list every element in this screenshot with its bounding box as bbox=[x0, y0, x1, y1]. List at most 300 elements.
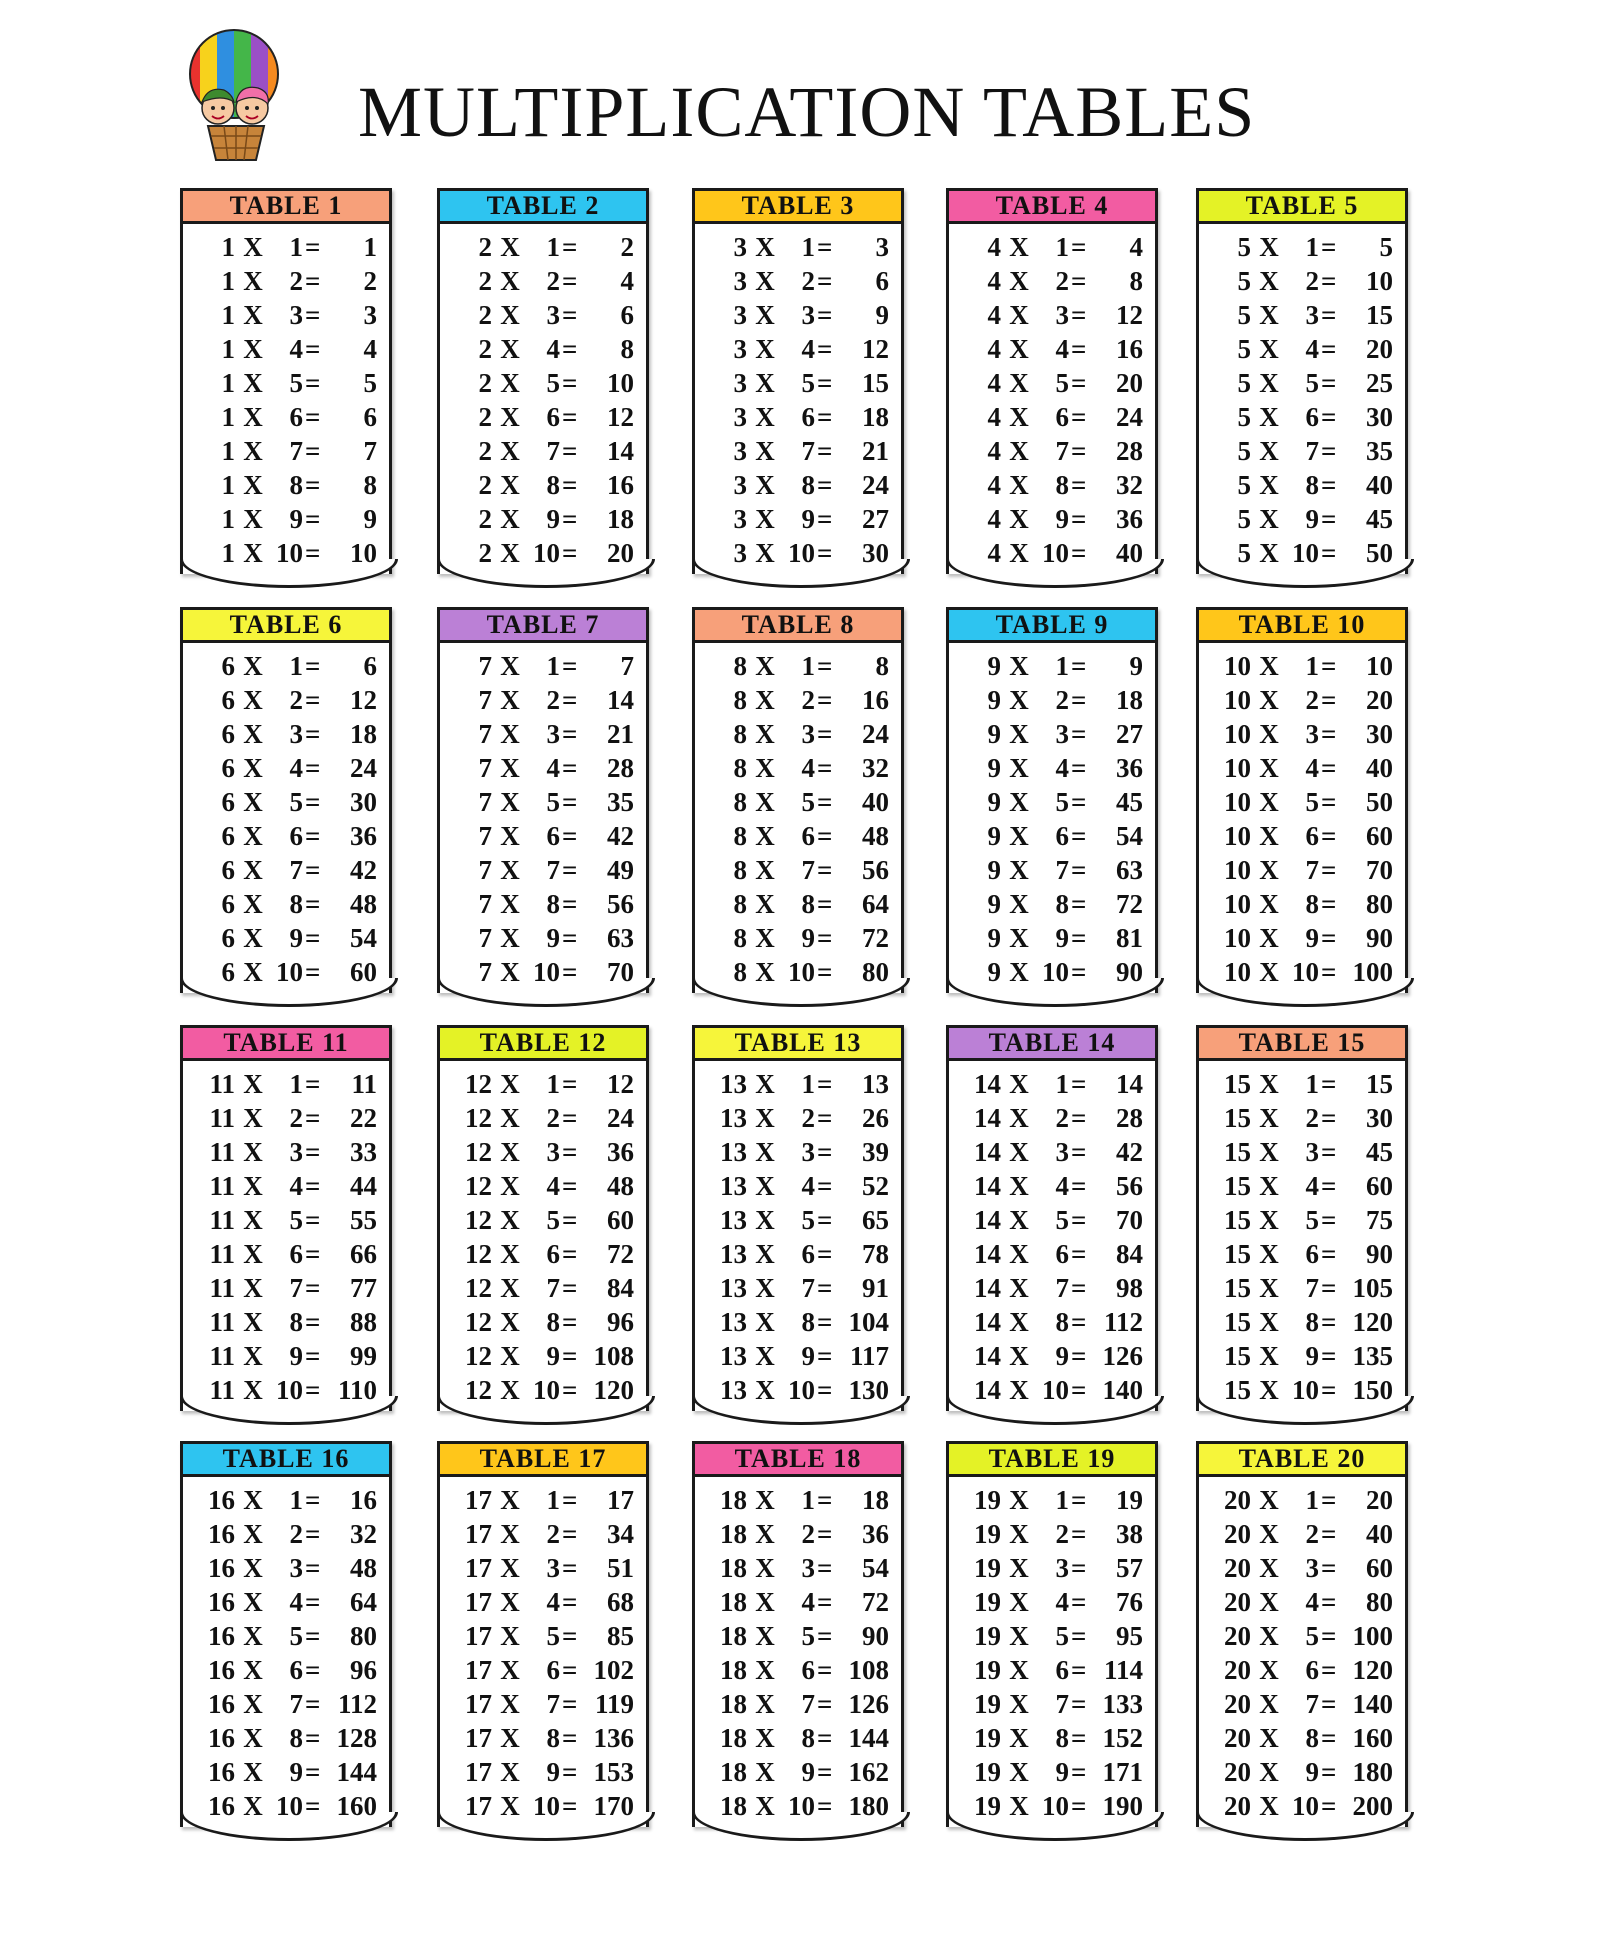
table-row bbox=[1199, 1305, 1405, 1339]
equals-sign: = bbox=[1071, 231, 1087, 262]
table-rows bbox=[695, 224, 901, 570]
table-row bbox=[183, 751, 389, 785]
row-product: 6 bbox=[620, 299, 634, 330]
row-product: 2 bbox=[363, 265, 377, 296]
table-row bbox=[949, 1721, 1155, 1755]
equals-sign: = bbox=[1071, 1204, 1087, 1235]
table-row bbox=[183, 1203, 389, 1237]
equals-sign: = bbox=[1321, 231, 1337, 262]
row-multiplier: 2 bbox=[289, 684, 303, 715]
row-multiplier: 7 bbox=[1305, 854, 1319, 885]
table-row bbox=[440, 1653, 646, 1687]
times-sign: X bbox=[243, 1518, 263, 1549]
times-sign: X bbox=[500, 435, 520, 466]
row-multiplier: 10 bbox=[788, 537, 815, 568]
row-product: 15 bbox=[1366, 299, 1393, 330]
times-sign: X bbox=[1259, 1654, 1279, 1685]
row-multiplier: 5 bbox=[801, 1620, 815, 1651]
row-multiplier: 7 bbox=[546, 1688, 560, 1719]
row-multiplier: 6 bbox=[1055, 1654, 1069, 1685]
equals-sign: = bbox=[562, 1790, 578, 1821]
row-factor: 16 bbox=[208, 1620, 235, 1651]
table-rows bbox=[440, 224, 646, 570]
row-product: 8 bbox=[363, 469, 377, 500]
row-product: 56 bbox=[607, 888, 634, 919]
table-row bbox=[1199, 1551, 1405, 1585]
row-product: 30 bbox=[1366, 401, 1393, 432]
row-multiplier: 5 bbox=[1305, 1204, 1319, 1235]
row-multiplier: 4 bbox=[546, 1586, 560, 1617]
times-sign: X bbox=[1259, 1374, 1279, 1405]
row-factor: 11 bbox=[209, 1374, 235, 1405]
row-product: 140 bbox=[1352, 1688, 1393, 1719]
table-row bbox=[1199, 264, 1405, 298]
row-multiplier: 3 bbox=[546, 1136, 560, 1167]
table-row bbox=[183, 1517, 389, 1551]
row-factor: 4 bbox=[987, 401, 1001, 432]
row-factor: 18 bbox=[720, 1552, 747, 1583]
times-sign: X bbox=[755, 231, 775, 262]
table-row bbox=[440, 502, 646, 536]
table-card-13 bbox=[692, 1025, 904, 1411]
row-product: 57 bbox=[1116, 1552, 1143, 1583]
equals-sign: = bbox=[562, 1756, 578, 1787]
row-product: 12 bbox=[607, 401, 634, 432]
row-factor: 17 bbox=[465, 1722, 492, 1753]
times-sign: X bbox=[1259, 299, 1279, 330]
equals-sign: = bbox=[1071, 1238, 1087, 1269]
times-sign: X bbox=[1259, 367, 1279, 398]
times-sign: X bbox=[500, 1238, 520, 1269]
equals-sign: = bbox=[1071, 1586, 1087, 1617]
times-sign: X bbox=[243, 503, 263, 534]
table-row bbox=[440, 264, 646, 298]
row-multiplier: 3 bbox=[1055, 1136, 1069, 1167]
times-sign: X bbox=[500, 752, 520, 783]
row-product: 5 bbox=[1379, 231, 1393, 262]
row-multiplier: 1 bbox=[1305, 1068, 1319, 1099]
row-multiplier: 4 bbox=[1055, 1586, 1069, 1617]
times-sign: X bbox=[1009, 1204, 1029, 1235]
equals-sign: = bbox=[305, 888, 321, 919]
table-heading: TABLE 14 bbox=[949, 1028, 1155, 1061]
times-sign: X bbox=[1259, 1620, 1279, 1651]
equals-sign: = bbox=[1321, 854, 1337, 885]
times-sign: X bbox=[1259, 1068, 1279, 1099]
row-factor: 3 bbox=[733, 367, 747, 398]
row-product: 48 bbox=[607, 1170, 634, 1201]
row-product: 60 bbox=[1366, 1170, 1393, 1201]
table-row bbox=[949, 683, 1155, 717]
times-sign: X bbox=[500, 1790, 520, 1821]
row-factor: 17 bbox=[465, 1654, 492, 1685]
table-row bbox=[440, 819, 646, 853]
times-sign: X bbox=[1259, 1306, 1279, 1337]
table-rows bbox=[183, 1061, 389, 1407]
table-row bbox=[440, 921, 646, 955]
row-factor: 17 bbox=[465, 1620, 492, 1651]
row-factor: 1 bbox=[221, 401, 235, 432]
row-multiplier: 1 bbox=[289, 650, 303, 681]
row-product: 60 bbox=[350, 956, 377, 987]
times-sign: X bbox=[243, 1170, 263, 1201]
row-factor: 12 bbox=[465, 1102, 492, 1133]
equals-sign: = bbox=[305, 718, 321, 749]
equals-sign: = bbox=[1071, 820, 1087, 851]
times-sign: X bbox=[500, 1654, 520, 1685]
equals-sign: = bbox=[1071, 1654, 1087, 1685]
times-sign: X bbox=[1009, 1552, 1029, 1583]
table-row bbox=[183, 1585, 389, 1619]
row-product: 10 bbox=[350, 537, 377, 568]
row-product: 133 bbox=[1102, 1688, 1143, 1719]
row-product: 24 bbox=[607, 1102, 634, 1133]
row-factor: 2 bbox=[478, 401, 492, 432]
equals-sign: = bbox=[562, 1374, 578, 1405]
times-sign: X bbox=[755, 1620, 775, 1651]
times-sign: X bbox=[1009, 537, 1029, 568]
row-product: 63 bbox=[1116, 854, 1143, 885]
row-product: 28 bbox=[1116, 1102, 1143, 1133]
row-product: 20 bbox=[1366, 1484, 1393, 1515]
table-row bbox=[695, 298, 901, 332]
equals-sign: = bbox=[817, 1272, 833, 1303]
row-multiplier: 7 bbox=[546, 1272, 560, 1303]
table-rows bbox=[1199, 643, 1405, 989]
row-product: 96 bbox=[350, 1654, 377, 1685]
times-sign: X bbox=[500, 922, 520, 953]
row-factor: 3 bbox=[733, 299, 747, 330]
row-factor: 10 bbox=[1224, 956, 1251, 987]
row-product: 95 bbox=[1116, 1620, 1143, 1651]
row-product: 90 bbox=[862, 1620, 889, 1651]
times-sign: X bbox=[755, 1306, 775, 1337]
equals-sign: = bbox=[562, 1170, 578, 1201]
row-product: 24 bbox=[1116, 401, 1143, 432]
row-factor: 13 bbox=[720, 1374, 747, 1405]
times-sign: X bbox=[1259, 922, 1279, 953]
row-multiplier: 9 bbox=[1305, 922, 1319, 953]
row-factor: 5 bbox=[1237, 537, 1251, 568]
row-product: 30 bbox=[1366, 718, 1393, 749]
row-product: 4 bbox=[363, 333, 377, 364]
row-multiplier: 6 bbox=[1305, 401, 1319, 432]
row-product: 40 bbox=[1116, 537, 1143, 568]
row-product: 20 bbox=[1116, 367, 1143, 398]
row-multiplier: 6 bbox=[289, 401, 303, 432]
table-row bbox=[949, 1101, 1155, 1135]
equals-sign: = bbox=[305, 503, 321, 534]
row-factor: 10 bbox=[1224, 820, 1251, 851]
row-multiplier: 4 bbox=[1305, 1586, 1319, 1617]
times-sign: X bbox=[1259, 265, 1279, 296]
times-sign: X bbox=[500, 1374, 520, 1405]
row-factor: 18 bbox=[720, 1518, 747, 1549]
equals-sign: = bbox=[1071, 1102, 1087, 1133]
table-row bbox=[949, 1339, 1155, 1373]
table-row bbox=[183, 1619, 389, 1653]
row-multiplier: 7 bbox=[546, 854, 560, 885]
times-sign: X bbox=[1009, 1790, 1029, 1821]
table-row bbox=[695, 649, 901, 683]
equals-sign: = bbox=[1321, 1552, 1337, 1583]
equals-sign: = bbox=[817, 854, 833, 885]
table-row bbox=[440, 1585, 646, 1619]
row-factor: 5 bbox=[1237, 435, 1251, 466]
row-product: 36 bbox=[607, 1136, 634, 1167]
row-product: 16 bbox=[607, 469, 634, 500]
row-factor: 18 bbox=[720, 1722, 747, 1753]
table-row bbox=[440, 649, 646, 683]
times-sign: X bbox=[1009, 650, 1029, 681]
equals-sign: = bbox=[305, 1518, 321, 1549]
row-multiplier: 4 bbox=[801, 1170, 815, 1201]
times-sign: X bbox=[500, 1586, 520, 1617]
row-multiplier: 9 bbox=[289, 1340, 303, 1371]
table-heading: TABLE 16 bbox=[183, 1444, 389, 1477]
row-factor: 15 bbox=[1224, 1136, 1251, 1167]
equals-sign: = bbox=[305, 1374, 321, 1405]
row-factor: 15 bbox=[1224, 1170, 1251, 1201]
row-multiplier: 3 bbox=[801, 718, 815, 749]
row-product: 56 bbox=[1116, 1170, 1143, 1201]
table-row bbox=[1199, 683, 1405, 717]
row-multiplier: 1 bbox=[546, 1068, 560, 1099]
row-multiplier: 8 bbox=[1055, 1722, 1069, 1753]
times-sign: X bbox=[500, 1688, 520, 1719]
row-multiplier: 10 bbox=[1292, 1790, 1319, 1821]
equals-sign: = bbox=[305, 922, 321, 953]
times-sign: X bbox=[755, 1102, 775, 1133]
row-multiplier: 4 bbox=[1305, 1170, 1319, 1201]
table-card-4 bbox=[946, 188, 1158, 574]
row-multiplier: 1 bbox=[801, 1068, 815, 1099]
row-product: 16 bbox=[862, 684, 889, 715]
row-multiplier: 8 bbox=[1305, 469, 1319, 500]
times-sign: X bbox=[1259, 1272, 1279, 1303]
row-product: 34 bbox=[607, 1518, 634, 1549]
table-row bbox=[1199, 1271, 1405, 1305]
times-sign: X bbox=[1009, 503, 1029, 534]
row-factor: 20 bbox=[1224, 1654, 1251, 1685]
row-factor: 14 bbox=[974, 1374, 1001, 1405]
table-row bbox=[440, 1687, 646, 1721]
row-product: 10 bbox=[1366, 265, 1393, 296]
row-product: 25 bbox=[1366, 367, 1393, 398]
table-row bbox=[949, 1789, 1155, 1823]
times-sign: X bbox=[1259, 956, 1279, 987]
row-multiplier: 3 bbox=[801, 1552, 815, 1583]
equals-sign: = bbox=[1071, 1068, 1087, 1099]
equals-sign: = bbox=[1071, 299, 1087, 330]
row-product: 3 bbox=[363, 299, 377, 330]
row-product: 42 bbox=[607, 820, 634, 851]
equals-sign: = bbox=[817, 718, 833, 749]
row-factor: 10 bbox=[1224, 684, 1251, 715]
row-factor: 3 bbox=[733, 537, 747, 568]
times-sign: X bbox=[243, 1136, 263, 1167]
row-factor: 11 bbox=[209, 1238, 235, 1269]
row-product: 136 bbox=[593, 1722, 634, 1753]
row-product: 112 bbox=[1103, 1306, 1143, 1337]
table-card-8 bbox=[692, 607, 904, 993]
row-factor: 7 bbox=[478, 650, 492, 681]
times-sign: X bbox=[500, 1170, 520, 1201]
table-row bbox=[949, 1237, 1155, 1271]
row-product: 12 bbox=[607, 1068, 634, 1099]
row-factor: 13 bbox=[720, 1068, 747, 1099]
equals-sign: = bbox=[817, 1340, 833, 1371]
row-multiplier: 6 bbox=[289, 1654, 303, 1685]
row-multiplier: 10 bbox=[533, 537, 560, 568]
row-factor: 16 bbox=[208, 1484, 235, 1515]
row-factor: 16 bbox=[208, 1722, 235, 1753]
table-rows bbox=[1199, 1477, 1405, 1823]
times-sign: X bbox=[243, 888, 263, 919]
row-product: 14 bbox=[1116, 1068, 1143, 1099]
row-product: 40 bbox=[1366, 469, 1393, 500]
equals-sign: = bbox=[562, 299, 578, 330]
table-row bbox=[949, 1305, 1155, 1339]
row-product: 10 bbox=[1366, 650, 1393, 681]
table-row bbox=[949, 649, 1155, 683]
equals-sign: = bbox=[562, 1340, 578, 1371]
equals-sign: = bbox=[1071, 1272, 1087, 1303]
times-sign: X bbox=[243, 684, 263, 715]
row-factor: 7 bbox=[478, 786, 492, 817]
table-rows bbox=[440, 643, 646, 989]
times-sign: X bbox=[1259, 820, 1279, 851]
row-factor: 13 bbox=[720, 1204, 747, 1235]
row-factor: 16 bbox=[208, 1552, 235, 1583]
row-product: 144 bbox=[848, 1722, 889, 1753]
equals-sign: = bbox=[817, 1170, 833, 1201]
times-sign: X bbox=[1259, 469, 1279, 500]
times-sign: X bbox=[1259, 1170, 1279, 1201]
table-heading: TABLE 2 bbox=[440, 191, 646, 224]
equals-sign: = bbox=[562, 1552, 578, 1583]
times-sign: X bbox=[243, 1790, 263, 1821]
times-sign: X bbox=[755, 1484, 775, 1515]
equals-sign: = bbox=[562, 435, 578, 466]
table-row bbox=[440, 1101, 646, 1135]
row-factor: 9 bbox=[987, 956, 1001, 987]
row-multiplier: 4 bbox=[1055, 333, 1069, 364]
row-multiplier: 1 bbox=[1305, 650, 1319, 681]
equals-sign: = bbox=[1321, 469, 1337, 500]
times-sign: X bbox=[1259, 718, 1279, 749]
row-multiplier: 5 bbox=[801, 786, 815, 817]
table-card-11 bbox=[180, 1025, 392, 1411]
row-multiplier: 6 bbox=[1305, 1238, 1319, 1269]
times-sign: X bbox=[1259, 1790, 1279, 1821]
row-factor: 10 bbox=[1224, 786, 1251, 817]
row-product: 14 bbox=[607, 435, 634, 466]
row-factor: 10 bbox=[1224, 888, 1251, 919]
equals-sign: = bbox=[1321, 888, 1337, 919]
row-multiplier: 10 bbox=[788, 1374, 815, 1405]
row-multiplier: 6 bbox=[289, 1238, 303, 1269]
row-product: 108 bbox=[848, 1654, 889, 1685]
row-factor: 14 bbox=[974, 1068, 1001, 1099]
row-factor: 2 bbox=[478, 435, 492, 466]
row-factor: 14 bbox=[974, 1136, 1001, 1167]
row-factor: 10 bbox=[1224, 922, 1251, 953]
row-factor: 12 bbox=[465, 1340, 492, 1371]
equals-sign: = bbox=[1071, 786, 1087, 817]
row-multiplier: 4 bbox=[289, 333, 303, 364]
row-product: 64 bbox=[350, 1586, 377, 1617]
row-factor: 9 bbox=[987, 684, 1001, 715]
row-factor: 10 bbox=[1224, 752, 1251, 783]
row-factor: 1 bbox=[221, 299, 235, 330]
equals-sign: = bbox=[1071, 1340, 1087, 1371]
row-multiplier: 2 bbox=[1305, 684, 1319, 715]
equals-sign: = bbox=[562, 333, 578, 364]
row-factor: 2 bbox=[478, 503, 492, 534]
row-multiplier: 3 bbox=[1305, 1552, 1319, 1583]
row-factor: 6 bbox=[221, 786, 235, 817]
table-row bbox=[1199, 785, 1405, 819]
row-product: 55 bbox=[350, 1204, 377, 1235]
table-row bbox=[440, 1203, 646, 1237]
row-multiplier: 6 bbox=[1055, 1238, 1069, 1269]
row-factor: 14 bbox=[974, 1340, 1001, 1371]
row-product: 90 bbox=[1116, 956, 1143, 987]
row-multiplier: 4 bbox=[1305, 752, 1319, 783]
equals-sign: = bbox=[305, 1170, 321, 1201]
table-row bbox=[695, 400, 901, 434]
times-sign: X bbox=[1009, 1722, 1029, 1753]
row-product: 9 bbox=[363, 503, 377, 534]
row-multiplier: 10 bbox=[1292, 1374, 1319, 1405]
row-multiplier: 1 bbox=[546, 231, 560, 262]
row-multiplier: 8 bbox=[801, 1306, 815, 1337]
row-product: 171 bbox=[1102, 1756, 1143, 1787]
equals-sign: = bbox=[562, 503, 578, 534]
row-product: 90 bbox=[1366, 922, 1393, 953]
row-factor: 5 bbox=[1237, 367, 1251, 398]
row-multiplier: 7 bbox=[801, 1688, 815, 1719]
times-sign: X bbox=[1009, 265, 1029, 296]
row-factor: 12 bbox=[465, 1204, 492, 1235]
table-row bbox=[183, 1101, 389, 1135]
row-product: 70 bbox=[607, 956, 634, 987]
equals-sign: = bbox=[562, 1722, 578, 1753]
row-multiplier: 8 bbox=[289, 469, 303, 500]
equals-sign: = bbox=[1071, 503, 1087, 534]
row-factor: 12 bbox=[465, 1272, 492, 1303]
row-product: 45 bbox=[1366, 1136, 1393, 1167]
row-multiplier: 8 bbox=[1055, 1306, 1069, 1337]
equals-sign: = bbox=[1071, 265, 1087, 296]
equals-sign: = bbox=[562, 752, 578, 783]
row-product: 88 bbox=[350, 1306, 377, 1337]
times-sign: X bbox=[1009, 1068, 1029, 1099]
row-product: 27 bbox=[862, 503, 889, 534]
times-sign: X bbox=[1009, 469, 1029, 500]
row-factor: 18 bbox=[720, 1688, 747, 1719]
times-sign: X bbox=[243, 1722, 263, 1753]
equals-sign: = bbox=[1321, 1518, 1337, 1549]
times-sign: X bbox=[500, 718, 520, 749]
row-multiplier: 4 bbox=[801, 1586, 815, 1617]
table-row bbox=[949, 819, 1155, 853]
row-factor: 1 bbox=[221, 435, 235, 466]
table-heading: TABLE 11 bbox=[183, 1028, 389, 1061]
table-row bbox=[440, 1067, 646, 1101]
row-product: 18 bbox=[350, 718, 377, 749]
